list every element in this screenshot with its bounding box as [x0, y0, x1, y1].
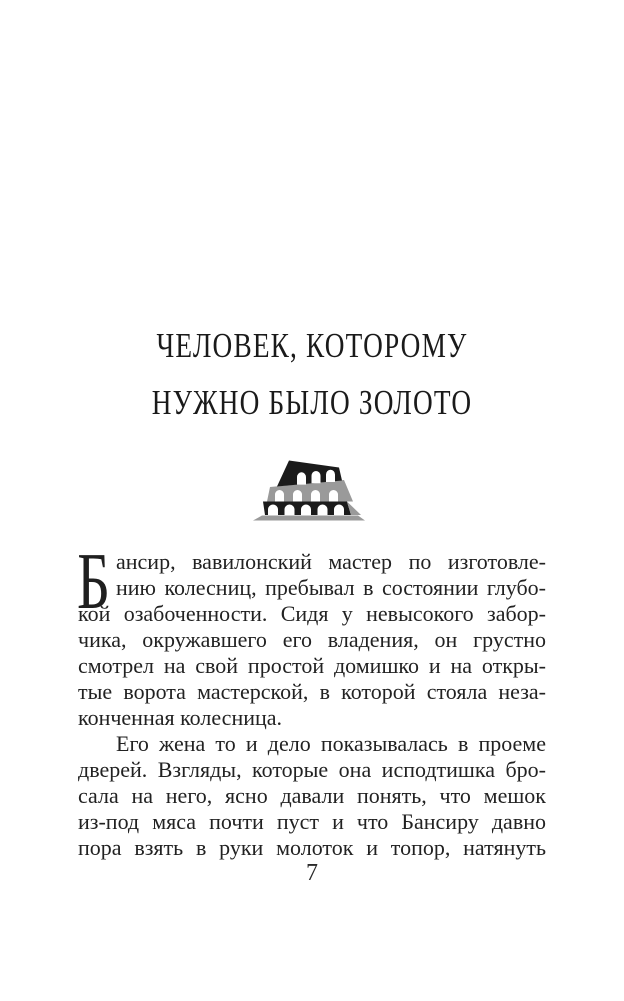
page-number: 7	[306, 860, 318, 886]
colosseum-illustration	[253, 454, 375, 522]
text-line: смотрел на свой простой домишко и на откры-	[78, 653, 546, 678]
chapter-title-line1: ЧЕЛОВЕК, КОТОРОМУ	[156, 326, 468, 365]
text-line: конченная колесница.	[78, 705, 283, 730]
text-line: кой озабоченности. Сидя у невысокого забор-	[78, 601, 546, 626]
text-line: дверей. Взгляды, которые она исподтишка бро-	[78, 757, 546, 782]
colosseum-base	[253, 516, 365, 521]
text-line: из-под мяса почти пуст и что Бансиру давно	[78, 809, 546, 834]
text-line: тые ворота мастерской, в которой стояла неза-	[78, 679, 546, 704]
text-line: чика, окружавшего его владения, он грустно	[78, 627, 546, 652]
text-line: нию колесниц, пребывал в состоянии глубо-	[116, 575, 546, 600]
text-line: ансир, вавилонский мастер по изготовле-	[116, 549, 546, 574]
body-text	[77, 538, 546, 861]
text-line: сала на него, ясно давали понять, что мешок	[78, 783, 546, 808]
text-line: пора взять в руки молоток и топор, натянуть	[78, 835, 546, 860]
paragraph-1	[77, 538, 546, 731]
text-line: Его жена то и дело показывалась в проеме	[116, 731, 546, 756]
chapter-title-line2: НУЖНО БЫЛО ЗОЛОТО	[151, 383, 473, 422]
paragraph-2	[78, 731, 546, 861]
chapter-title	[78, 317, 546, 431]
colosseum-icon	[253, 454, 375, 522]
drop-cap: Б	[77, 538, 111, 626]
